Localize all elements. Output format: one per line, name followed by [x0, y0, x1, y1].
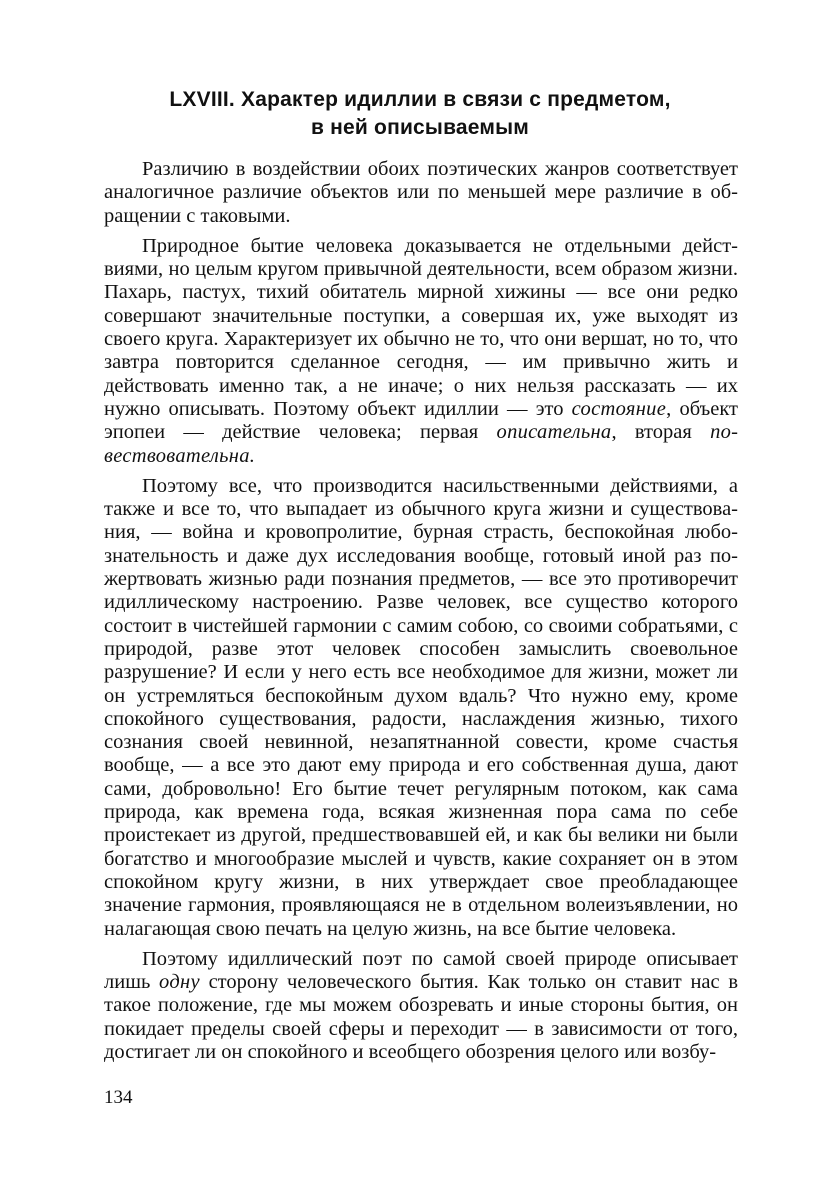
paragraph-3: Поэтому все, что производится насильственными действиями, а также и все то, что выпадает из обычного круга жизни и существования, — война и кровопролитие, бурная страсть, беспокойная любознательность и даже дух исследования вообще, готовый иной раз пожертвовать жизнью ради познания предметов, — все это противоречит идиллическому настроению. Разве человек, все существо которого состоит в чистейшей гармонии с самим собою, со своими собратьями, с природой, разве этот человек способен замыслить своевольное разрушение? И если у него есть все необходимое для жизни, может ли он устремляться беспокойным духом вдаль? Что нужно ему, кроме спокойного существования, радости, наслаждения жизнью, тихого сознания своей невинной, незапятнанной совести, кроме счастья вообще, — а все это дают ему природа и его собственная душа, дают сами, добровольно! Его бытие течет регулярным потоком, как сама природа, как времена года, всякая жизненная пора сама по себе проистекает из другой, предшествовавшей ей, и как бы велики ни были богатство и многообразие мыслей и чувств, какие сохраняет он в этом спокойном кругу жизни, в них утверждает свое преобладающее значение гармония, проявляющаяся не в отдельном волеизъявлении, но налагающая свою печать на целую жизнь, на все бытие человека. — [104, 474, 738, 940]
paragraph-4 — [104, 948, 738, 1064]
paragraph-2-text-a: Природное бытие человека доказывается не отдельными действиями, но целым кругом привычной деятельности, всем образом жизни. Пахарь, пастух, тихий обитатель мирной хижины — все они редко совершают значительные поступки, а совершая их, уже выходят из своего круга. Характеризует их обычно не то, что они вершат, но то, что завтра повторится сделанное сегодня, — им привычно жить и действовать именно так, а не иначе; о них нельзя рассказать — их нужно описывать. Поэтому объект идиллии — это — [104, 234, 738, 420]
paragraph-1: Различию в воздействии обоих поэтических жанров соответствует аналогичное различие объектов или по меньшей мере различие в обращении с таковыми. — [104, 158, 738, 227]
paragraph-4-text-b: сторону человеческого бытия. Как только он ставит нас в такое положение, где мы можем обозревать и иные стороны бытия, он покидает пределы своей сферы и переходит — в зависимости от того, достигает ли он спокойного и всеобщего обозрения целого или возбу- — [104, 971, 738, 1063]
page-number: 134 — [104, 1087, 133, 1108]
paragraph-2-text-c: , вторая — [611, 421, 711, 444]
paragraph-4-emphasis-one: одну — [159, 971, 200, 994]
paragraph-2 — [104, 235, 738, 468]
chapter-heading-line-1: LXVIII. Характер идиллии в связи с предметом, — [169, 88, 671, 111]
paragraph-2-emphasis-state: состояние — [571, 397, 667, 420]
body-text — [104, 158, 738, 1064]
chapter-heading-line-2: в ней описываемым — [310, 116, 529, 139]
paragraph-4-text-a: Поэтому идиллический поэт по самой своей природе описывает лишь — [104, 947, 738, 994]
paragraph-2-emphasis-narrative: повествовательна. — [104, 421, 738, 467]
paragraph-2-text-b: , объект эпопеи — действие человека; первая — [104, 397, 738, 444]
chapter-heading — [100, 86, 740, 142]
paragraph-2-emphasis-descriptive: описательна — [496, 421, 612, 444]
